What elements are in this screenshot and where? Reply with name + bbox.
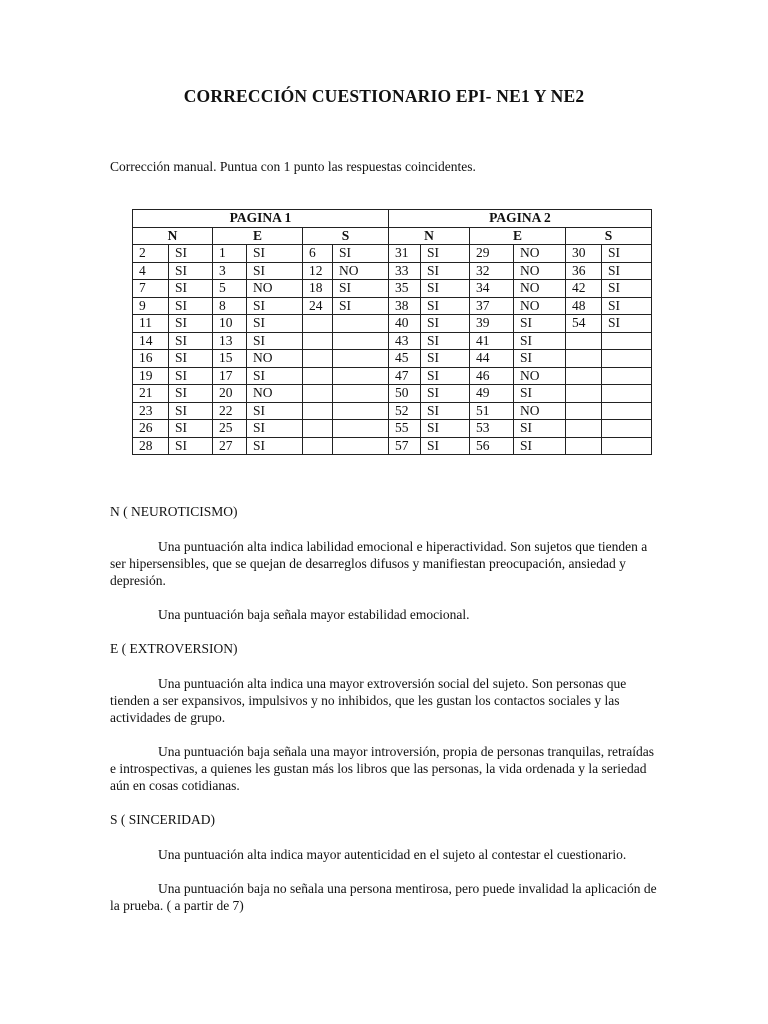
answer-cell: NO: [514, 297, 566, 315]
item-number-cell: [566, 350, 602, 368]
section-paragraph: Una puntuación baja no señala una persona mentirosa, pero puede invalidad la aplicación de la prueba. ( a partir de 7): [110, 881, 657, 913]
item-number-cell: [566, 402, 602, 420]
item-number-cell: 1: [213, 245, 247, 263]
answer-cell: NO: [514, 367, 566, 385]
answer-cell: SI: [333, 245, 389, 263]
table-row: [133, 245, 652, 263]
item-number-cell: 5: [213, 280, 247, 298]
intro-text: Corrección manual. Puntua con 1 punto las respuestas coincidentes.: [110, 159, 476, 174]
answer-cell: NO: [514, 402, 566, 420]
answer-cell: SI: [333, 280, 389, 298]
item-number-cell: 38: [389, 297, 421, 315]
scale-header: N: [389, 227, 470, 245]
item-number-cell: 22: [213, 402, 247, 420]
answer-cell: SI: [421, 437, 470, 455]
answer-cell: [602, 385, 652, 403]
item-number-cell: [303, 437, 333, 455]
page-header: PAGINA 2: [389, 210, 652, 228]
answer-cell: SI: [169, 262, 213, 280]
answer-cell: SI: [421, 315, 470, 333]
item-number-cell: 50: [389, 385, 421, 403]
item-number-cell: 41: [470, 332, 514, 350]
answer-cell: SI: [247, 297, 303, 315]
scale-header: N: [133, 227, 213, 245]
item-number-cell: 32: [470, 262, 514, 280]
table-row: [133, 297, 652, 315]
item-number-cell: 15: [213, 350, 247, 368]
item-number-cell: 33: [389, 262, 421, 280]
item-number-cell: [303, 402, 333, 420]
answer-cell: SI: [169, 350, 213, 368]
item-number-cell: 28: [133, 437, 169, 455]
item-number-cell: 26: [133, 420, 169, 438]
answer-cell: SI: [602, 262, 652, 280]
section-paragraph: Una puntuación baja señala una mayor introversión, propia de personas tranquilas, retraídas e introspectivas, a quienes les gustan más los libros que las personas, la vida ordenada y la seriedad aún en cosas cotidianas.: [110, 744, 654, 793]
answer-cell: SI: [169, 420, 213, 438]
item-number-cell: [303, 332, 333, 350]
item-number-cell: 25: [213, 420, 247, 438]
answer-cell: SI: [169, 245, 213, 263]
answer-cell: [602, 332, 652, 350]
answer-cell: SI: [421, 367, 470, 385]
answer-cell: SI: [421, 402, 470, 420]
item-number-cell: 36: [566, 262, 602, 280]
item-number-cell: [303, 385, 333, 403]
answer-cell: SI: [247, 262, 303, 280]
item-number-cell: [303, 420, 333, 438]
answer-cell: NO: [514, 262, 566, 280]
answer-cell: SI: [169, 280, 213, 298]
answer-cell: [333, 385, 389, 403]
scale-header: E: [470, 227, 566, 245]
answer-cell: [602, 350, 652, 368]
item-number-cell: 52: [389, 402, 421, 420]
answer-cell: NO: [247, 280, 303, 298]
answer-cell: NO: [333, 262, 389, 280]
answer-cell: SI: [169, 297, 213, 315]
answer-cell: SI: [421, 350, 470, 368]
section-paragraph: Una puntuación alta indica mayor autenticidad en el sujeto al contestar el cuestionario.: [158, 847, 627, 862]
answer-cell: NO: [514, 280, 566, 298]
item-number-cell: 51: [470, 402, 514, 420]
answer-cell: [333, 367, 389, 385]
item-number-cell: 40: [389, 315, 421, 333]
item-number-cell: 53: [470, 420, 514, 438]
answer-cell: SI: [333, 297, 389, 315]
item-number-cell: 7: [133, 280, 169, 298]
answer-cell: SI: [421, 262, 470, 280]
item-number-cell: 23: [133, 402, 169, 420]
answer-cell: SI: [514, 420, 566, 438]
item-number-cell: 45: [389, 350, 421, 368]
item-number-cell: 13: [213, 332, 247, 350]
item-number-cell: 17: [213, 367, 247, 385]
answer-cell: NO: [514, 245, 566, 263]
table-row: [133, 350, 652, 368]
answer-cell: SI: [247, 315, 303, 333]
answer-cell: [602, 367, 652, 385]
answer-cell: NO: [247, 385, 303, 403]
item-number-cell: 30: [566, 245, 602, 263]
item-number-cell: [566, 332, 602, 350]
answer-cell: [333, 332, 389, 350]
answer-cell: SI: [247, 332, 303, 350]
answer-cell: SI: [602, 245, 652, 263]
answer-cell: SI: [247, 402, 303, 420]
answer-cell: SI: [247, 367, 303, 385]
scale-descriptions: [110, 503, 662, 931]
item-number-cell: 18: [303, 280, 333, 298]
table-row: [133, 262, 652, 280]
item-number-cell: 27: [213, 437, 247, 455]
item-number-cell: 11: [133, 315, 169, 333]
answer-cell: SI: [247, 420, 303, 438]
answer-cell: SI: [169, 315, 213, 333]
item-number-cell: 19: [133, 367, 169, 385]
answer-cell: SI: [169, 332, 213, 350]
table-row: [133, 420, 652, 438]
item-number-cell: 6: [303, 245, 333, 263]
answer-cell: SI: [247, 245, 303, 263]
section-paragraph: Una puntuación baja señala mayor estabilidad emocional.: [158, 607, 470, 622]
answer-cell: SI: [169, 385, 213, 403]
answer-cell: SI: [602, 297, 652, 315]
item-number-cell: 8: [213, 297, 247, 315]
answer-cell: SI: [514, 385, 566, 403]
item-number-cell: 43: [389, 332, 421, 350]
answer-cell: SI: [602, 280, 652, 298]
item-number-cell: 3: [213, 262, 247, 280]
item-number-cell: 47: [389, 367, 421, 385]
item-number-cell: 34: [470, 280, 514, 298]
table-row: [133, 367, 652, 385]
item-number-cell: 49: [470, 385, 514, 403]
section-paragraph: Una puntuación alta indica una mayor extroversión social del sujeto. Son personas que tienden a ser expansivos, impulsivos y no inhibidos, que les gustan los contactos sociales y las actividades de grupo.: [110, 676, 627, 725]
item-number-cell: 14: [133, 332, 169, 350]
answer-cell: SI: [514, 437, 566, 455]
item-number-cell: 10: [213, 315, 247, 333]
item-number-cell: 12: [303, 262, 333, 280]
item-number-cell: 57: [389, 437, 421, 455]
scale-header: E: [213, 227, 303, 245]
answer-cell: SI: [421, 297, 470, 315]
table-row: [133, 315, 652, 333]
answer-cell: [333, 402, 389, 420]
item-number-cell: 55: [389, 420, 421, 438]
item-number-cell: [566, 385, 602, 403]
answer-cell: SI: [421, 245, 470, 263]
item-number-cell: 42: [566, 280, 602, 298]
document-title: CORRECCIÓN CUESTIONARIO EPI- NE1 Y NE2: [183, 86, 585, 106]
section-paragraph: Una puntuación alta indica labilidad emocional e hiperactividad. Son sujetos que tienden a ser hipersensibles, que se quejan de desarreglos difusos y manifiestan preocupación, ansiedad y depresión.: [110, 539, 648, 588]
scale-header: S: [303, 227, 389, 245]
answer-cell: [333, 420, 389, 438]
scale-header: S: [566, 227, 652, 245]
table-row: [133, 437, 652, 455]
answer-cell: SI: [421, 420, 470, 438]
item-number-cell: 20: [213, 385, 247, 403]
item-number-cell: [566, 367, 602, 385]
answer-cell: SI: [421, 332, 470, 350]
section-heading: N ( NEUROTICISMO): [110, 504, 238, 519]
table-row: [133, 280, 652, 298]
item-number-cell: 39: [470, 315, 514, 333]
table-row: [133, 332, 652, 350]
answer-cell: SI: [421, 280, 470, 298]
item-number-cell: 2: [133, 245, 169, 263]
answer-cell: [602, 402, 652, 420]
answer-cell: SI: [514, 350, 566, 368]
scale-header-row: [133, 227, 652, 245]
item-number-cell: 54: [566, 315, 602, 333]
item-number-cell: 37: [470, 297, 514, 315]
answer-cell: SI: [169, 437, 213, 455]
answer-cell: [333, 437, 389, 455]
item-number-cell: [566, 437, 602, 455]
item-number-cell: 21: [133, 385, 169, 403]
answer-cell: SI: [602, 315, 652, 333]
table-row: [133, 385, 652, 403]
item-number-cell: [303, 350, 333, 368]
item-number-cell: 44: [470, 350, 514, 368]
answer-cell: SI: [514, 315, 566, 333]
table-row: [133, 402, 652, 420]
item-number-cell: 29: [470, 245, 514, 263]
answer-cell: [602, 437, 652, 455]
page-header-row: [133, 210, 652, 228]
answer-cell: [602, 420, 652, 438]
answer-cell: SI: [514, 332, 566, 350]
item-number-cell: 46: [470, 367, 514, 385]
answer-cell: NO: [247, 350, 303, 368]
item-number-cell: 31: [389, 245, 421, 263]
item-number-cell: [303, 367, 333, 385]
item-number-cell: 9: [133, 297, 169, 315]
item-number-cell: 48: [566, 297, 602, 315]
item-number-cell: [566, 420, 602, 438]
answer-cell: [333, 350, 389, 368]
answer-cell: SI: [421, 385, 470, 403]
section-heading: S ( SINCERIDAD): [110, 812, 216, 827]
item-number-cell: 35: [389, 280, 421, 298]
item-number-cell: 56: [470, 437, 514, 455]
scoring-table: [132, 209, 652, 455]
answer-cell: SI: [169, 402, 213, 420]
item-number-cell: 24: [303, 297, 333, 315]
section-heading: E ( EXTROVERSION): [110, 641, 238, 656]
item-number-cell: [303, 315, 333, 333]
item-number-cell: 16: [133, 350, 169, 368]
answer-cell: SI: [247, 437, 303, 455]
item-number-cell: 4: [133, 262, 169, 280]
answer-cell: [333, 315, 389, 333]
page-header: PAGINA 1: [133, 210, 389, 228]
answer-cell: SI: [169, 367, 213, 385]
